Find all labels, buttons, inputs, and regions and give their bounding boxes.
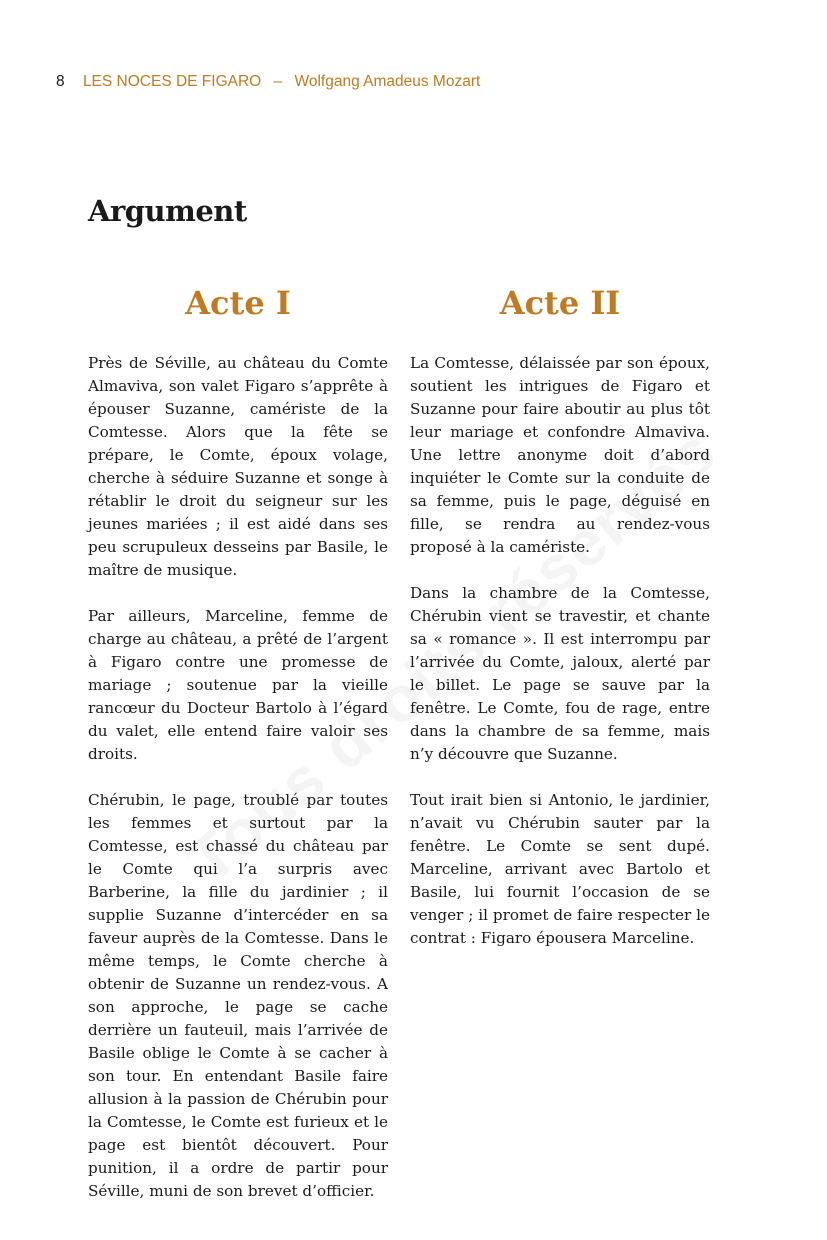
page-number: 8 (56, 73, 65, 90)
running-header (56, 72, 480, 92)
act-1-column (88, 282, 388, 1226)
composer-name: Wolfgang Amadeus Mozart (294, 73, 481, 90)
act-2-paragraph-3: Tout irait bien si Antonio, le jardinier, n’avait vu Chérubin sauter par la fenêtre. Le Comte se sent dupé. Marceline, arrivant avec Bartolo et Basile, lui fournit l’occasion de se venger ; il promet de faire respecter le contrat : Figaro épousera Marceline. (410, 791, 710, 947)
act-1-paragraph-2: Par ailleurs, Marceline, femme de charge au château, a prêté de l’argent à Figaro contre une promesse de mariage ; soutenue par la vieille rancœur du Docteur Bartolo à l’égard du valet, elle entend faire valoir ses droits. (88, 607, 388, 763)
header-separator: – (273, 73, 283, 90)
act-2-column (410, 282, 710, 973)
act-2-title: Acte II (499, 284, 621, 322)
act-1-paragraph-3: Chérubin, le page, troublé par toutes les femmes et surtout par la Comtesse, est chassé du château par le Comte qui l’a surpris avec Barberine, la fille du jardinier ; il supplie Suzanne d’intercéder en sa faveur auprès de la Comtesse. Dans le même temps, le Comte cherche à obtenir de Suzanne un rendez-vous. A son approche, le page se cache derrière un fauteuil, mais l’arrivée de Basile oblige le Comte à se cacher à son tour. En entendant Basile faire allusion à la passion de Chérubin pour la Comtesse, le Comte est furieux et le page est bientôt découvert. Pour punition, il a ordre de partir pour Séville, muni de son brevet d’officier. (88, 791, 388, 1200)
act-1-paragraph-1: Près de Séville, au château du Comte Almaviva, son valet Figaro s’apprête à épouser Suzanne, camériste de la Comtesse. Alors que la fête se prépare, le Comte, époux volage, cherche à séduire Suzanne et songe à rétablir le droit du seigneur sur les jeunes mariées ; il est aidé dans ses peu scrupuleux desseins par Basile, le maître de musique. (88, 354, 388, 579)
act-2-paragraph-2: Dans la chambre de la Comtesse, Chérubin vient se travestir, et chante sa « romance ». Il est interrompu par l’arrivée du Comte, jaloux, alerté par le billet. Le page se sauve par la fenêtre. Le Comte, fou de rage, entre dans la chambre de sa femme, mais n’y découvre que Suzanne. (410, 584, 710, 763)
act-1-title: Acte I (185, 284, 291, 322)
section-title: Argument (88, 194, 247, 228)
book-title: LES NOCES DE FIGARO (82, 73, 262, 90)
act-2-paragraph-1: La Comtesse, délaissée par son époux, soutient les intrigues de Figaro et Suzanne pour faire aboutir au plus tôt leur mariage et confondre Almaviva. Une lettre anonyme doit d’abord inquiéter le Comte sur la conduite de sa femme, puis le page, déguisé en fille, se rendra au rendez-vous proposé à la camériste. (410, 354, 710, 556)
